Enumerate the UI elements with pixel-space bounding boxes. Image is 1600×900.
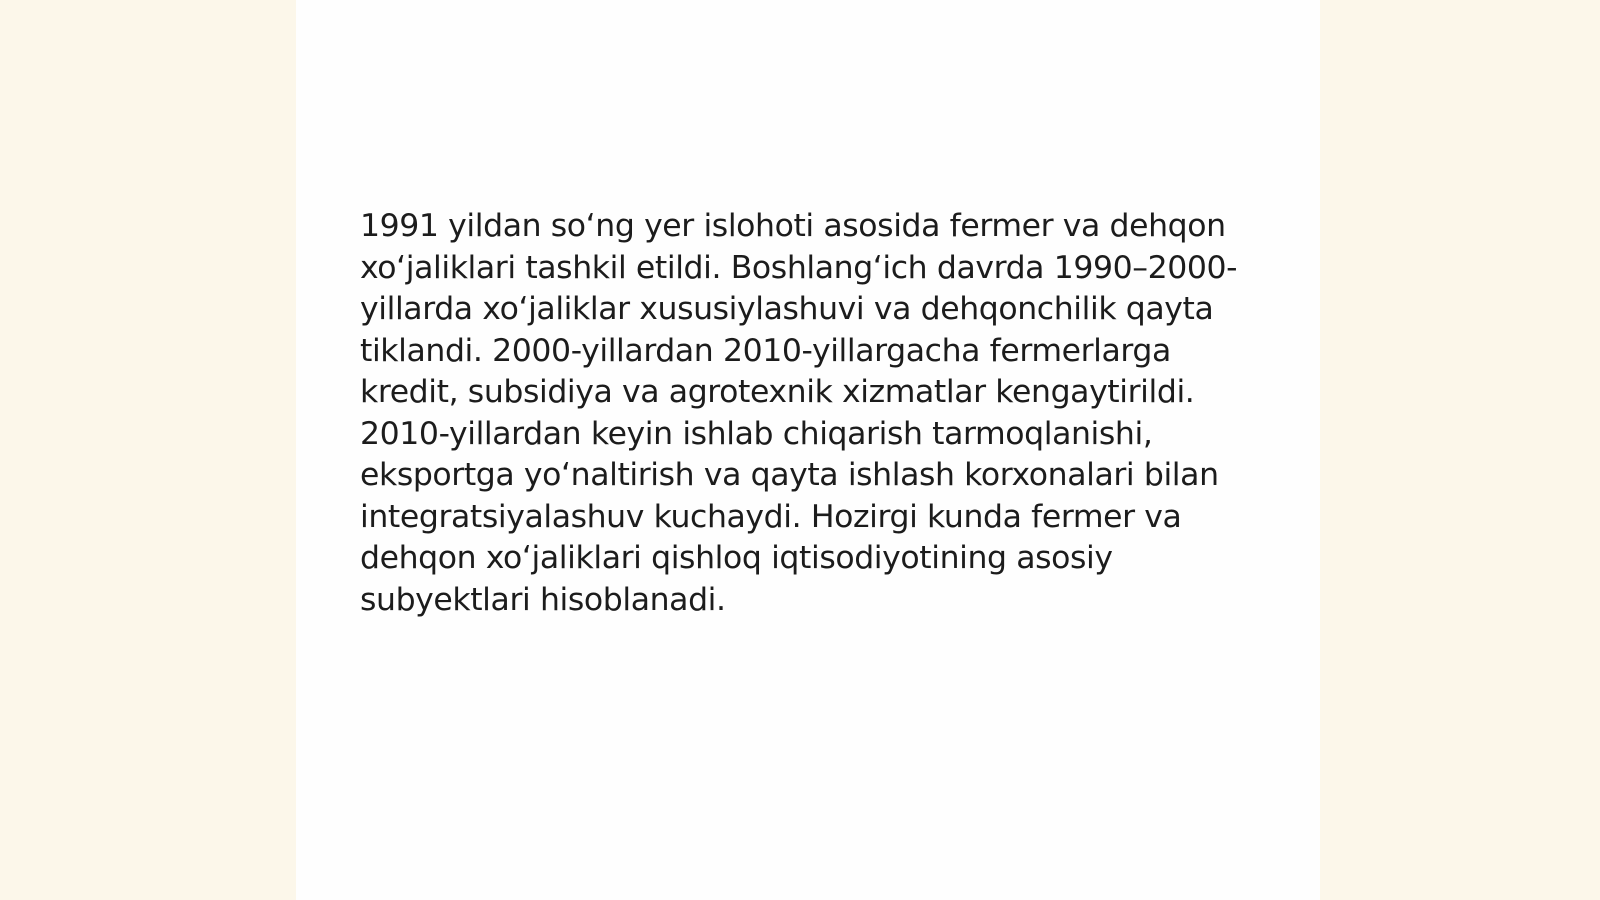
slide-page <box>296 0 1320 900</box>
left-margin <box>0 0 296 900</box>
right-margin <box>1320 0 1600 900</box>
slide-body-text: 1991 yildan so‘ng yer islohoti asosida fermer va dehqon xo‘jaliklari tashkil etildi. Boshlang‘ich davrda 1990–2000-yillarda xo‘jaliklar xususiylashuvi va dehqonchilik qayta tiklandi. 2000-yillardan 2010-yillargacha fermerlarga kredit, subsidiya va agrotexnik xizmatlar kengaytirildi. 2010-yillardan keyin ishlab chiqarish tarmoqlanishi, eksportga yo‘naltirish va qayta ishlash korxonalari bilan integratsiyalashuv kuchaydi. Hozirgi kunda fermer va dehqon xo‘jaliklari qishloq iqtisodiyotining asosiy subyektlari hisoblanadi. <box>360 208 1238 618</box>
